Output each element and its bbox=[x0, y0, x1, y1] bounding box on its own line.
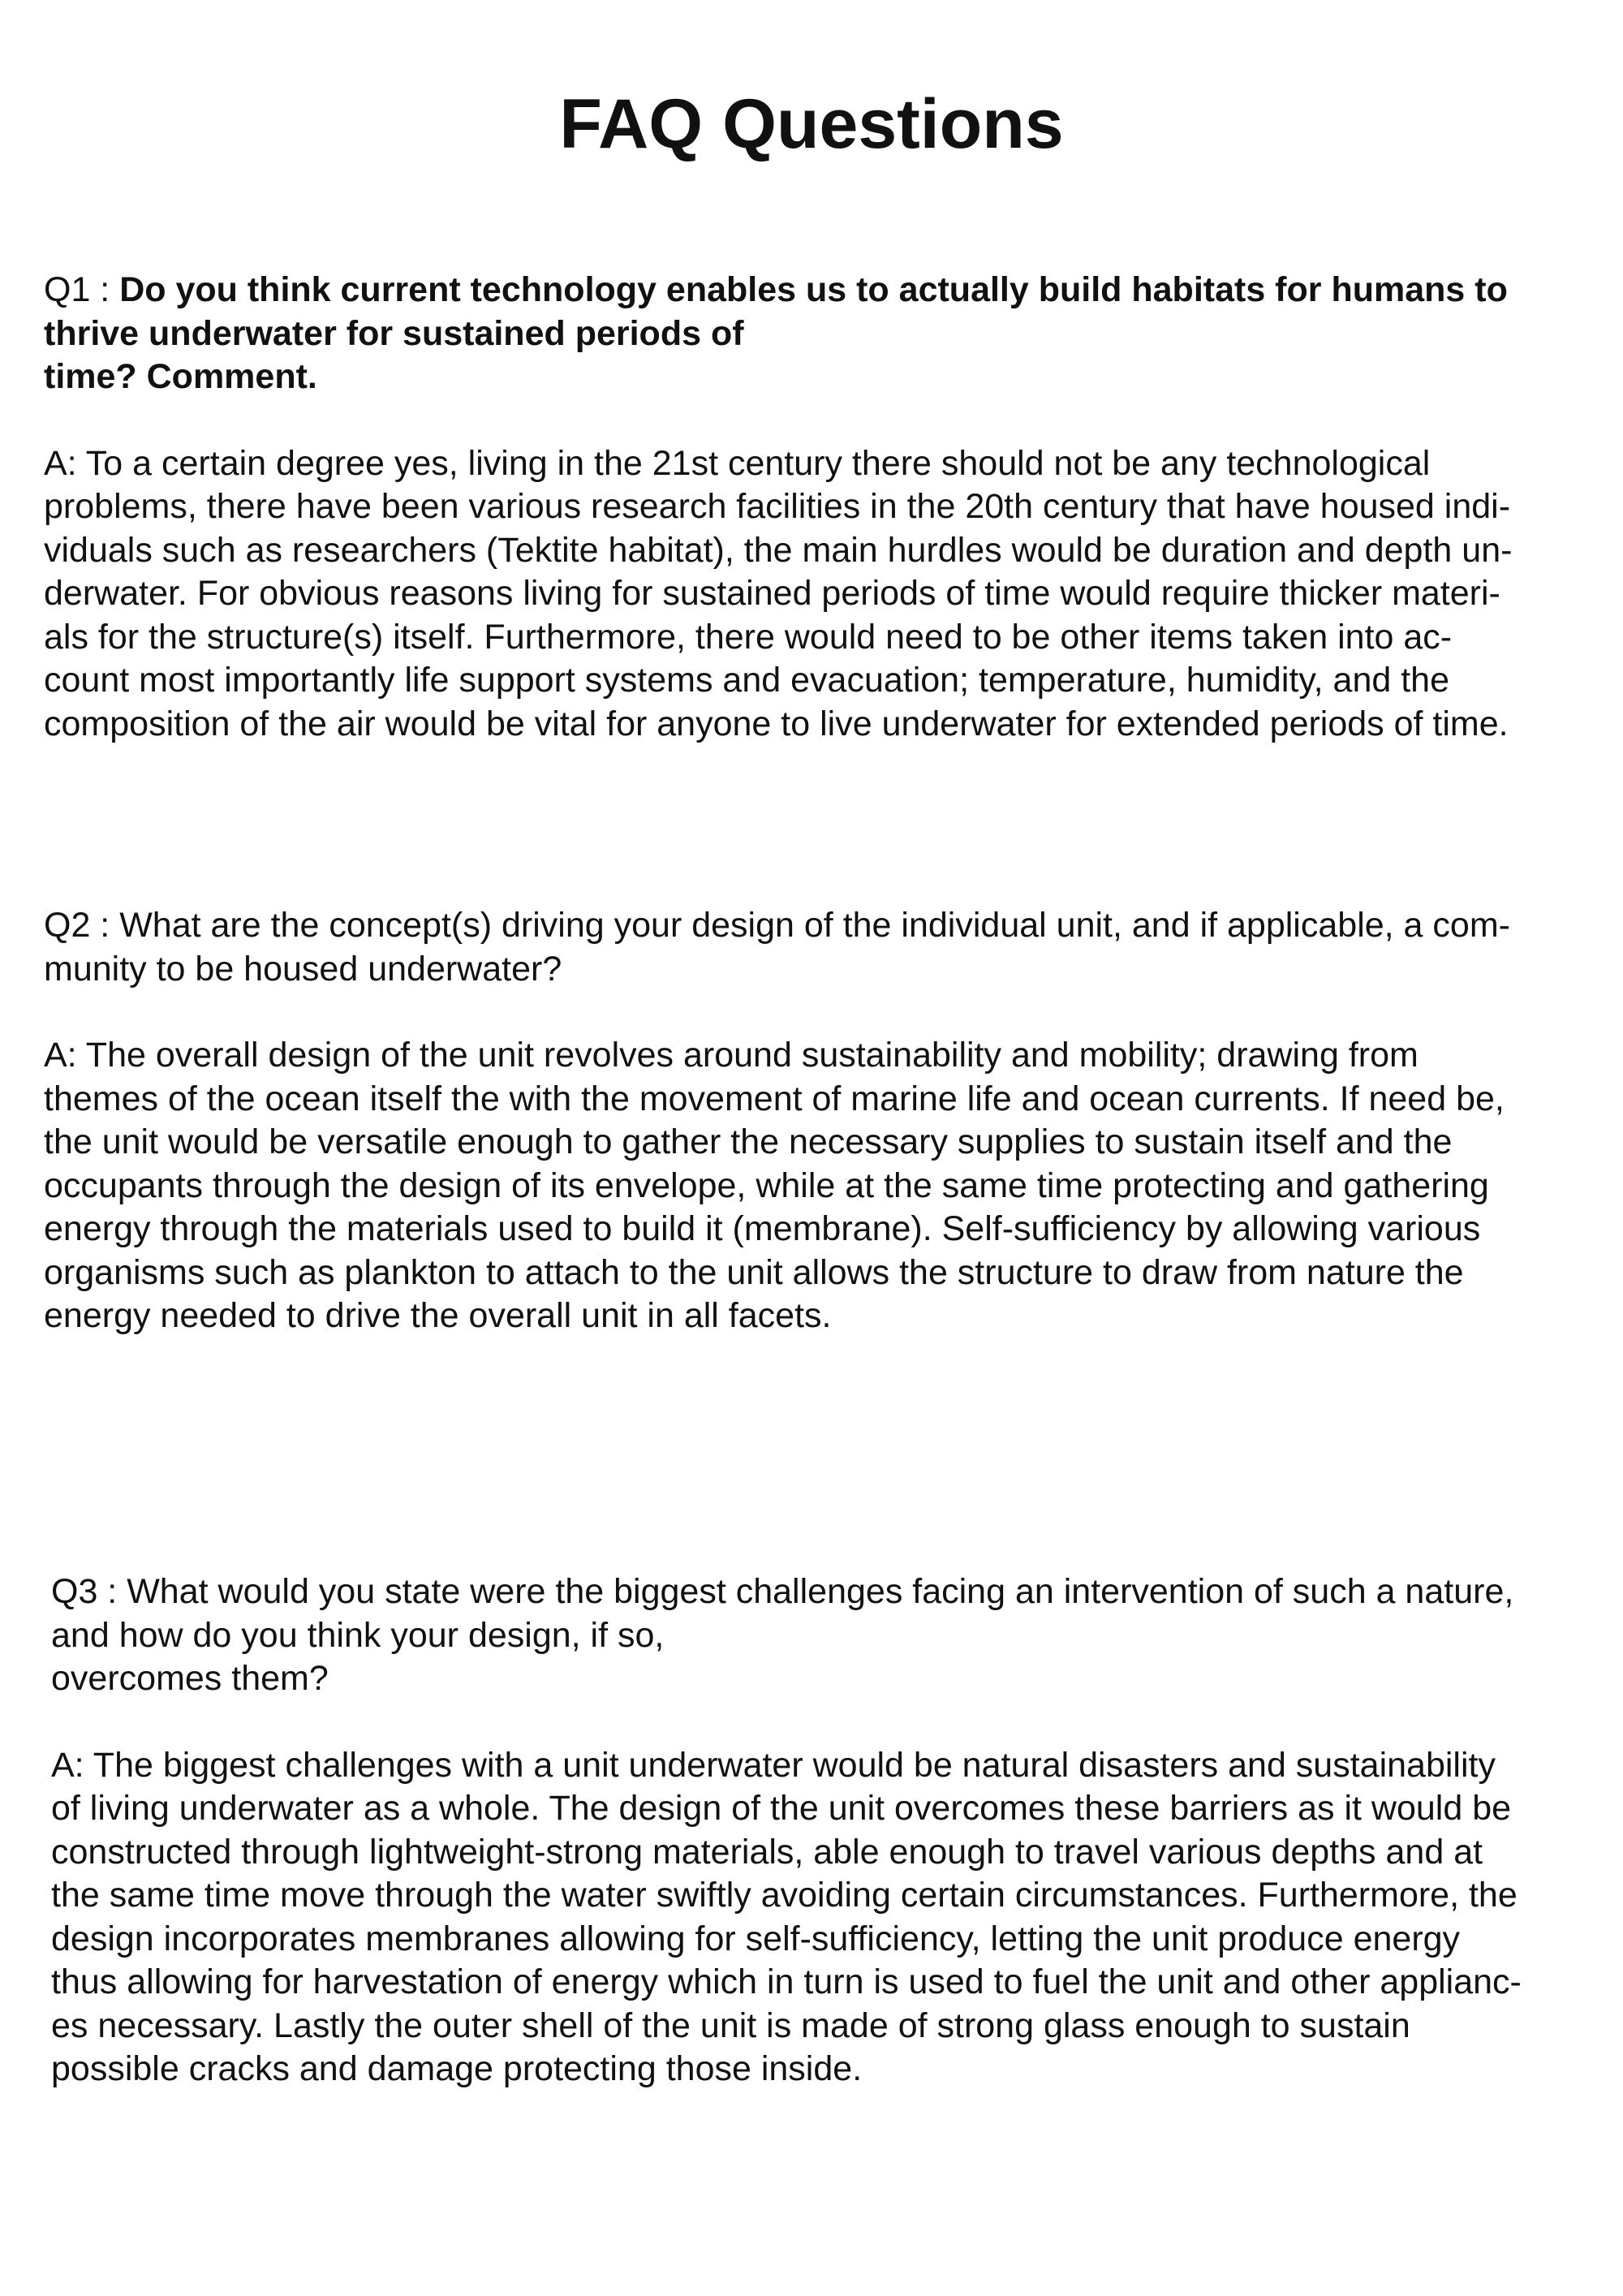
answer-line: als for the structure(s) itself. Furthermore, there would need to be other items taken into ac- bbox=[44, 617, 1453, 657]
answer-line: es necessary. Lastly the outer shell of the unit is made of strong glass enough to sustain bbox=[51, 2005, 1410, 2045]
answer-line: occupants through the design of its envelope, while at the same time protecting and gathering bbox=[44, 1165, 1489, 1205]
question-line: overcomes them? bbox=[51, 1659, 329, 1698]
question-line: and how do you think your design, if so, bbox=[51, 1615, 665, 1655]
question-text: Do you think current technology enables us to actually build habitats for humans to bbox=[119, 270, 1508, 309]
answer-line: problems, there have been various research facilities in the 20th century that have housed indi- bbox=[44, 487, 1511, 526]
question-line: time? Comment. bbox=[44, 357, 317, 396]
answer-line: the same time move through the water swiftly avoiding certain circumstances. Furthermore, the bbox=[51, 1876, 1518, 1915]
question-prefix: Q1 : bbox=[44, 270, 120, 309]
answer-line: count most importantly life support systems and evacuation; temperature, humidity, and the bbox=[44, 661, 1450, 700]
answer-line: themes of the ocean itself the with the movement of marine life and ocean currents. If need be, bbox=[44, 1079, 1505, 1118]
answer-line: A: The biggest challenges with a unit underwater would be natural disasters and sustainability bbox=[51, 1745, 1496, 1785]
answer-line: energy needed to drive the overall unit in all facets. bbox=[44, 1296, 832, 1335]
faq-item-q3 bbox=[51, 1570, 1593, 2091]
page-title: FAQ Questions bbox=[559, 85, 1064, 163]
answer-line: design incorporates membranes allowing for self-sufficiency, letting the unit produce energy bbox=[51, 1919, 1461, 1958]
answer-line: thus allowing for harvestation of energy which in turn is used to fuel the unit and other applianc- bbox=[51, 1962, 1522, 2001]
answer-line: of living underwater as a whole. The design of the unit overcomes these barriers as it would be bbox=[51, 1789, 1512, 1828]
faq-item-q1 bbox=[44, 269, 1586, 746]
question-q3 bbox=[51, 1570, 1593, 1701]
question-line: thrive underwater for sustained periods of bbox=[44, 313, 744, 353]
answer-q1 bbox=[44, 442, 1586, 747]
answer-line: viduals such as researchers (Tektite habitat), the main hurdles would be duration and depth un- bbox=[44, 530, 1513, 570]
question-q1 bbox=[44, 269, 1586, 399]
answer-line: constructed through lightweight-strong materials, able enough to travel various depths and at bbox=[51, 1832, 1483, 1872]
question-q2 bbox=[44, 904, 1586, 991]
answer-line: derwater. For obvious reasons living for sustained periods of time would require thicker materi- bbox=[44, 574, 1500, 613]
answer-line: A: To a certain degree yes, living in the 21st century there should not be any technological bbox=[44, 443, 1431, 483]
answer-q2 bbox=[44, 1034, 1586, 1338]
answer-q3 bbox=[51, 1744, 1593, 2091]
question-line: Q2 : What are the concept(s) driving your design of the individual unit, and if applicable, a com- bbox=[44, 906, 1510, 945]
answer-line: A: The overall design of the unit revolves around sustainability and mobility; drawing from bbox=[44, 1036, 1419, 1075]
question-line bbox=[44, 269, 1586, 312]
answer-line: composition of the air would be vital for anyone to live underwater for extended periods of time. bbox=[44, 704, 1509, 743]
answer-line: organisms such as plankton to attach to the unit allows the structure to draw from nature the bbox=[44, 1252, 1464, 1292]
question-line: Q3 : What would you state were the biggest challenges facing an intervention of such a nature, bbox=[51, 1572, 1514, 1611]
faq-item-q2 bbox=[44, 904, 1586, 1338]
answer-line: possible cracks and damage protecting those inside. bbox=[51, 2049, 863, 2088]
answer-line: the unit would be versatile enough to gather the necessary supplies to sustain itself and the bbox=[44, 1122, 1453, 1161]
answer-line: energy through the materials used to build it (membrane). Self-sufficiency by allowing various bbox=[44, 1209, 1481, 1248]
question-line: munity to be housed underwater? bbox=[44, 949, 562, 989]
